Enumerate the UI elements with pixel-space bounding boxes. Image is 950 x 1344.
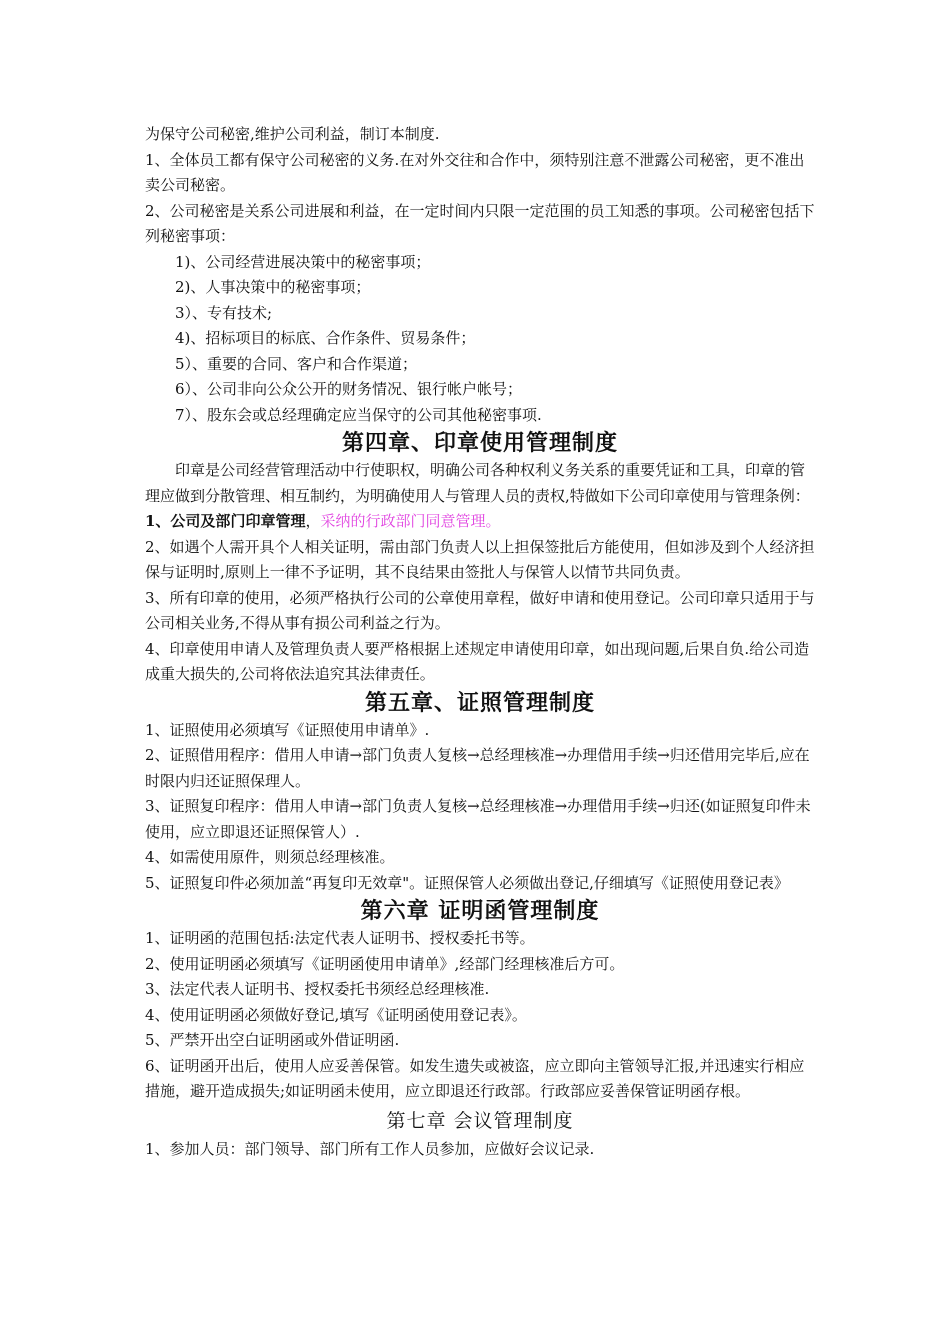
chapter-5-heading: 第五章、证照管理制度: [364, 689, 595, 716]
chapter-5-item: 5、证照复印件必须加盖“再复印无效章"。证照保管人必须做出登记,仔细填写《证照使用登记表》: [145, 873, 789, 892]
secret-item: 2)、人事决策中的秘密事项；: [175, 278, 371, 296]
chapter-6-item: 1、证明函的范围包括:法定代表人证明书、授权委托书等。: [145, 929, 535, 947]
secret-item: 4)、招标项目的标底、合作条件、贸易条件；: [175, 329, 476, 347]
chapter-5-item: 4、如需使用原件，则须总经理核准。: [145, 848, 395, 866]
chapter-7-heading: 第七章 会议管理制度: [386, 1109, 574, 1132]
chapter-4-item: 3、所有印章的使用，必须严格执行公司的公章使用章程，做好申请和使用登记。公司印章只适用于与公司相关业务,不得从事有损公司利益之行为。: [145, 588, 815, 632]
confidentiality-item-2: 2、公司秘密是关系公司进展和利益，在一定时间内只限一定范围的员工知悉的事项。公司秘密包括下列秘密事项：: [145, 201, 815, 245]
intro-paragraph: 为保守公司秘密,维护公司利益，制订本制度.: [145, 125, 440, 143]
chapter-4-item-1-highlight: 采纳的行政部门同意管理。: [320, 512, 501, 530]
chapter-4-item-1-separator: ，: [305, 512, 321, 530]
chapter-4-item: 2、如遇个人需开具个人相关证明，需由部门负责人以上担保签批后方能使用，但如涉及到个人经济担保与证明时,原则上一律不予证明，其不良结果由签批人与保管人以情节共同负责。: [145, 537, 815, 581]
secret-item: 7）、股东会或总经理确定应当保守的公司其他秘密事项.: [175, 405, 542, 424]
chapter-4-item-1: [145, 509, 815, 535]
chapter-4-intro: 印章是公司经营管理活动中行使职权，明确公司各种权利义务关系的重要凭证和工具，印章的管理应做到分散管理、相互制约，为明确使用人与管理人员的责权,特做如下公司印章使用与管理条例：: [145, 461, 810, 505]
secret-item: 6）、公司非向公众公开的财务情况、银行帐户帐号；: [175, 380, 523, 398]
chapter-4-item-1-bold: 1、公司及部门印章管理: [145, 512, 306, 530]
chapter-6-item: 2、使用证明函必须填写《证明函使用申请单》,经部门经理核准后方可。: [145, 954, 625, 973]
chapter-6-item: 4、使用证明函必须做好登记,填写《证明函使用登记表》。: [145, 1005, 527, 1024]
chapter-6-item: 5、严禁开出空白证明函或外借证明函.: [145, 1031, 400, 1049]
chapter-7-item: 1、参加人员：部门领导、部门所有工作人员参加，应做好会议记录.: [145, 1139, 595, 1158]
chapter-5-item: 3、证照复印程序：借用人申请→部门负责人复核→总经理核准→办理借用手续→归还(如证照复印件未使用，应立即退还证照保管人）.: [145, 797, 811, 841]
secret-item: 3）、专有技术;: [175, 303, 273, 322]
secret-item: 5）、重要的合同、客户和合作渠道；: [175, 354, 418, 373]
chapter-5-item: 2、证照借用程序：借用人申请→部门负责人复核→总经理核准→办理借用手续→归还借用完毕后,应在时限内归还证照保理人。: [145, 746, 810, 790]
confidentiality-item-1: 1、全体员工都有保守公司秘密的义务.在对外交往和合作中，须特别注意不泄露公司秘密，更不准出卖公司秘密。: [145, 150, 805, 194]
secret-item: 1)、公司经营进展决策中的秘密事项；: [175, 252, 431, 271]
document-page: [145, 122, 815, 1162]
chapter-4-heading: 第四章、印章使用管理制度: [341, 430, 618, 456]
chapter-4-item: 4、印章使用申请人及管理负责人要严格根据上述规定申请使用印章，如出现问题,后果自负.给公司造成重大损失的,公司将依法追究其法律责任。: [145, 639, 810, 683]
chapter-5-item: 1、证照使用必须填写《证照使用申请单》.: [145, 720, 430, 739]
chapter-6-item: 3、法定代表人证明书、授权委托书须经总经理核准.: [145, 980, 490, 998]
chapter-6-heading: 第六章 证明函管理制度: [360, 898, 600, 924]
chapter-6-item: 6、证明函开出后，使用人应妥善保管。如发生遗失或被盗，应立即向主管领导汇报,并迅速实行相应措施，避开造成损失;如证明函未使用，应立即退还行政部。行政部应妥善保管证明函存根。: [145, 1056, 805, 1100]
